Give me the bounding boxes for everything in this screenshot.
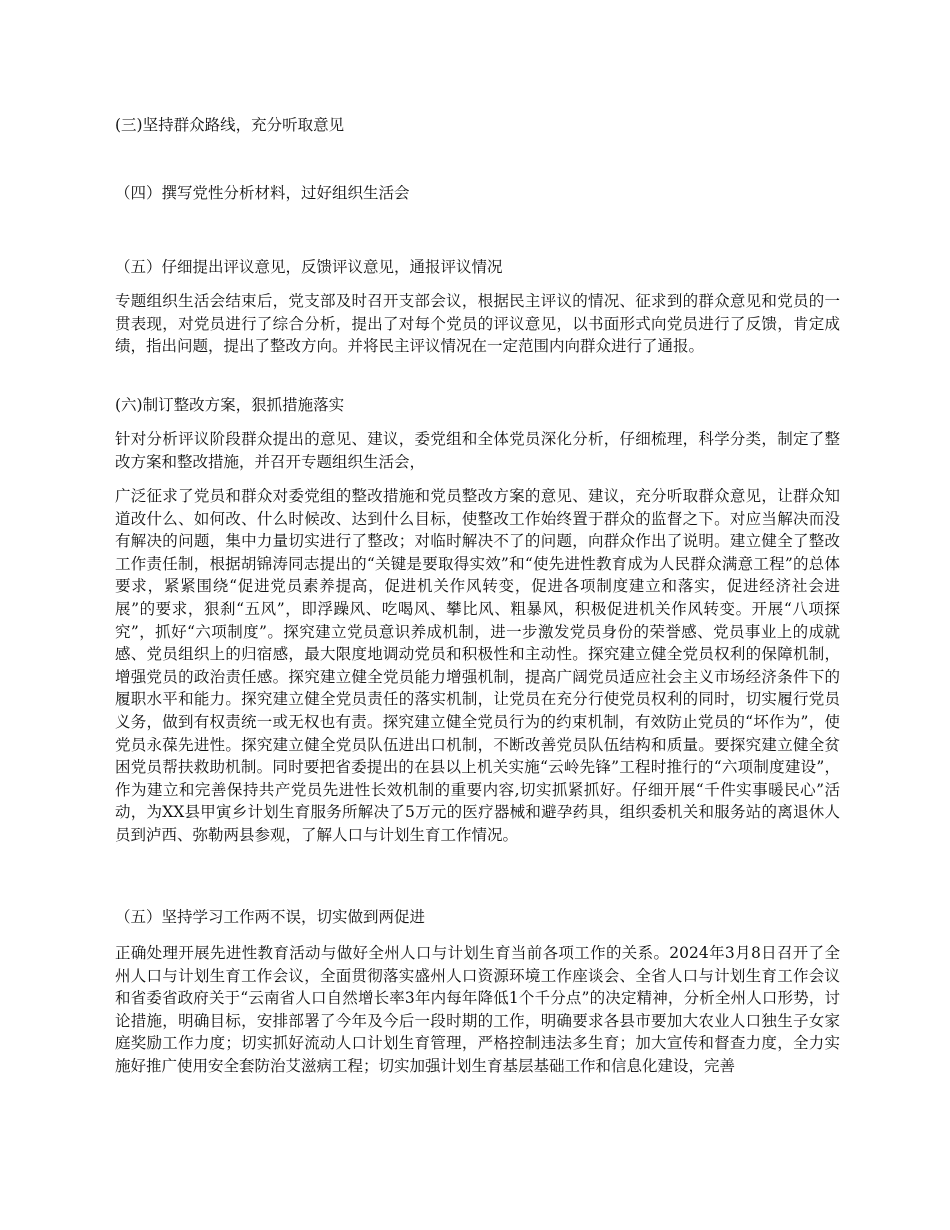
paragraph-feedback: 专题组织生活会结束后，党支部及时召开支部会议，根据民主评议的情况、征求到的群众意见和党员的一贯表现，对党员进行了综合分析，提出了对每个党员的评议意见，以书面形式向党员进行了反馈，肯定成绩，指出问题，提出了整改方向。并将民主评议情况在一定范围内向群众进行了通报。 — [115, 292, 840, 356]
section-heading-5a: （五）仔细提出评议意见，反馈评议意见，通报评议情况 — [115, 258, 503, 276]
paragraph-population-work: 正确处理开展先进性教育活动与做好全州人口与计划生育当前各项工作的关系。2024年3月8日召开了全州人口与计划生育工作会议，全面贯彻落实盛州人口资源环境工作座谈会、全省人口与计划生育工作会议和省委省政府关于“云南省人口自然增长率3年内每年降低1个千分点”的决定精神，分析全州人口形势，讨论措施，明确目标，安排部署了今年及今后一段时期的工作，明确要求各县市要加大农业人口独生子女家庭奖励工作力度；切实抓好流动人口计划生育管理，严格控制违法多生育；加大宣传和督查力度，全力实施好推广使用安全套防治艾滋病工程；切实加强计划生育基层基础工作和信息化建设，完善 — [115, 944, 840, 1075]
paragraph-rectification-details: 广泛征求了党员和群众对委党组的整改措施和党员整改方案的意见、建议，充分听取群众意见，让群众知道改什么、如何改、什么时候改、达到什么目标，使整改工作始终置于群众的监督之下。对应当解决而没有解决的问题，集中力量切实进行了整改；对临时解决不了的问题，向群众作出了说明。建立健全了整改工作责任制，根据胡锦涛同志提出的“关键是要取得实效”和“使先进性教育成为人民群众满意工程”的总体要求，紧紧围绕“促进党员素养提高，促进机关作风转变，促进各项制度建立和落实，促进经济社会进展”的要求，狠刹“五风”，即浮躁风、吃喝风、攀比风、粗暴风，积极促进机关作风转变。开展“八项探究”，抓好“六项制度”。探究建立党员意识养成机制，进一步激发党员身份的荣誉感、党员事业上的成就感、党员组织上的归宿感，最大限度地调动党员和积极性和主动性。探究建立健全党员权利的保障机制，增强党员的政治责任感。探究建立健全党员能力增强机制，提高广阔党员适应社会主义市场经济条件下的履职水平和能力。探究建立健全党员责任的落实机制，让党员在充分行使党员权利的同时，切实履行党员义务，做到有权责统一或无权也有责。探究建立健全党员行为的约束机制，有效防止党员的“坏作为”，使党员永葆先进性。探究建立健全党员队伍进出口机制，不断改善党员队伍结构和质量。要探究建立健全贫困党员帮扶救助机制。同时要把省委提出的在县以上机关实施“云岭先锋”工程时推行的“六项制度建设”，作为建立和完善保持共产党员先进性长效机制的重要内容,切实抓紧抓好。仔细开展“千件实事暖民心”活动，为XX县甲寅乡计划生育服务所解决了5万元的医疗器械和避孕药具，组织委机关和服务站的离退休人员到泸西、弥勒两县参观，了解人口与计划生育工作情况。 — [115, 487, 840, 844]
section-heading-4: （四）撰写党性分析材料，过好组织生活会 — [115, 184, 410, 202]
section-heading-3: (三)坚持群众路线，充分听取意见 — [115, 116, 345, 134]
section-heading-6: (六)制订整改方案，狠抓措施落实 — [115, 396, 345, 414]
section-heading-5b: （五）坚持学习工作两不误，切实做到两促进 — [115, 908, 426, 926]
paragraph-rectification-plan: 针对分析评议阶段群众提出的意见、建议，委党组和全体党员深化分析，仔细梳理，科学分类，制定了整改方案和整改措施，并召开专题组织生活会， — [115, 430, 840, 471]
